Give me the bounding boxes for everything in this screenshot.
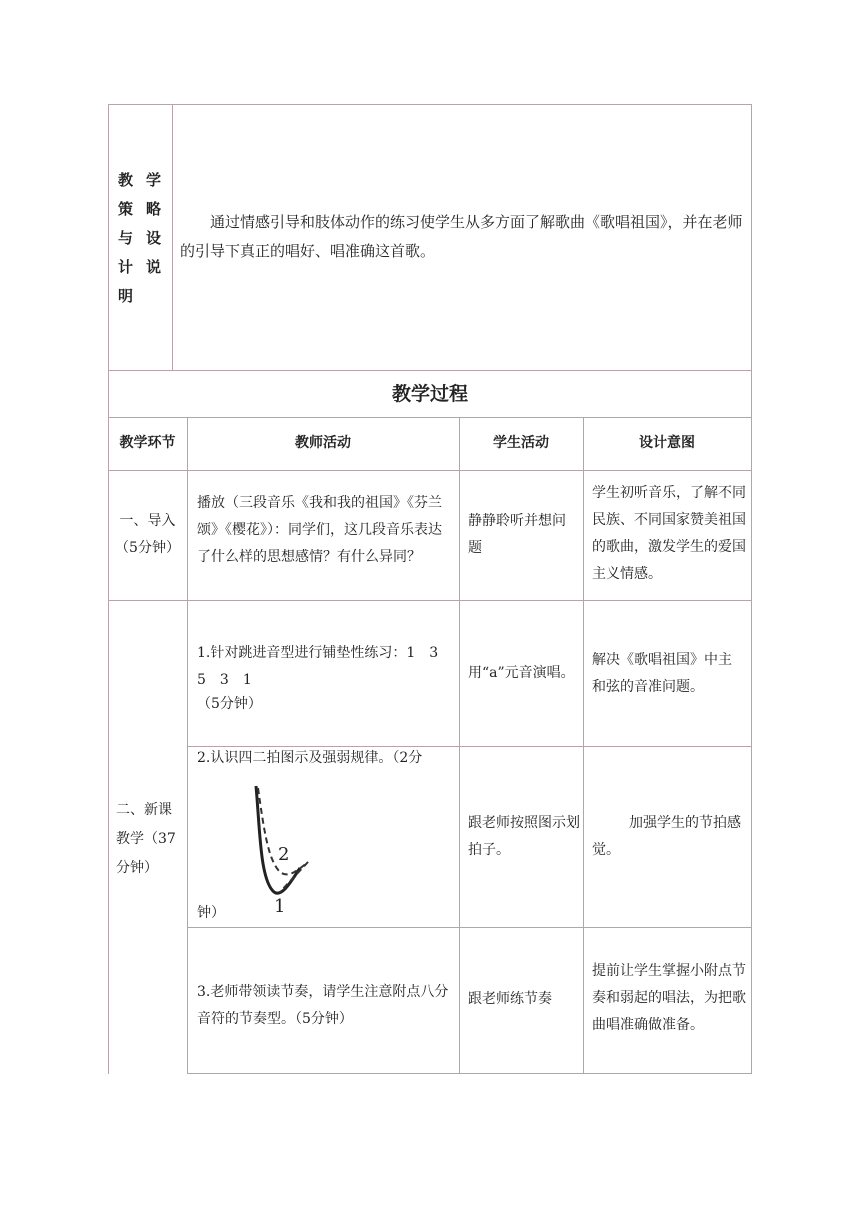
item2-intent: 加强学生的节拍感觉。 [592,815,741,858]
item2-teacher-line2: 钟） [197,905,225,921]
two-four-beat-diagram [240,780,320,920]
beat-label-1: 1 [274,896,286,917]
intro-intent: 学生初听音乐，了解不同民族、不同国家赞美祖国的歌曲，激发学生的爱国主义情感。 [592,485,746,582]
item2-teacher-line1: 2.认识四二拍图示及强弱规律。（2分 [197,750,423,766]
item3-student: 跟老师练节奏 [468,991,552,1007]
strategy-label-right: 学略设说 [146,171,162,276]
item1-teacher [197,640,455,714]
header-teacher: 教师活动 [295,435,351,451]
newlesson-stage: 二、新课教学（37分钟） [116,802,176,876]
header-stage: 教学环节 [119,435,176,451]
intro-teacher: 播放（三段音乐《我和我的祖国》《芬兰颂》《樱花》）：同学们，这几段音乐表达了什么样的思想感情？有什么异同？ [197,495,442,565]
item3-teacher: 3.老师带领读节奏，请学生注意附点八分音符的节奏型。（5分钟） [197,984,449,1027]
header-intent: 设计意图 [639,435,695,451]
item2-student: 跟老师按照图示划拍子。 [468,815,580,858]
item1-teacher-line1: 1.针对跳进音型进行铺垫性练习：1 3 5 3 1 [197,645,453,688]
beat-label-2: 2 [278,844,290,865]
item1-teacher-line2: （5分钟） [197,696,262,712]
strategy-text: 通过情感引导和肢体动作的练习使学生从多方面了解歌曲《歌唱祖国》，并在老师的引导下真正的唱好、唱准确这首歌。 [180,213,743,260]
item1-intent: 解决《歌唱祖国》中主和弦的音准问题。 [592,652,732,695]
item3-intent: 提前让学生掌握小附点节奏和弱起的唱法，为把歌曲唱准确做准备。 [592,963,746,1033]
process-title: 教学过程 [391,383,468,405]
intro-stage: 一、导入（5分钟） [115,513,180,556]
header-student: 学生活动 [493,435,549,451]
strategy-label-left: 教策与计明 [118,171,134,305]
item1-student: 用“a”元音演唱。 [468,665,575,681]
intro-student: 静静聆听并想问题 [468,513,566,556]
